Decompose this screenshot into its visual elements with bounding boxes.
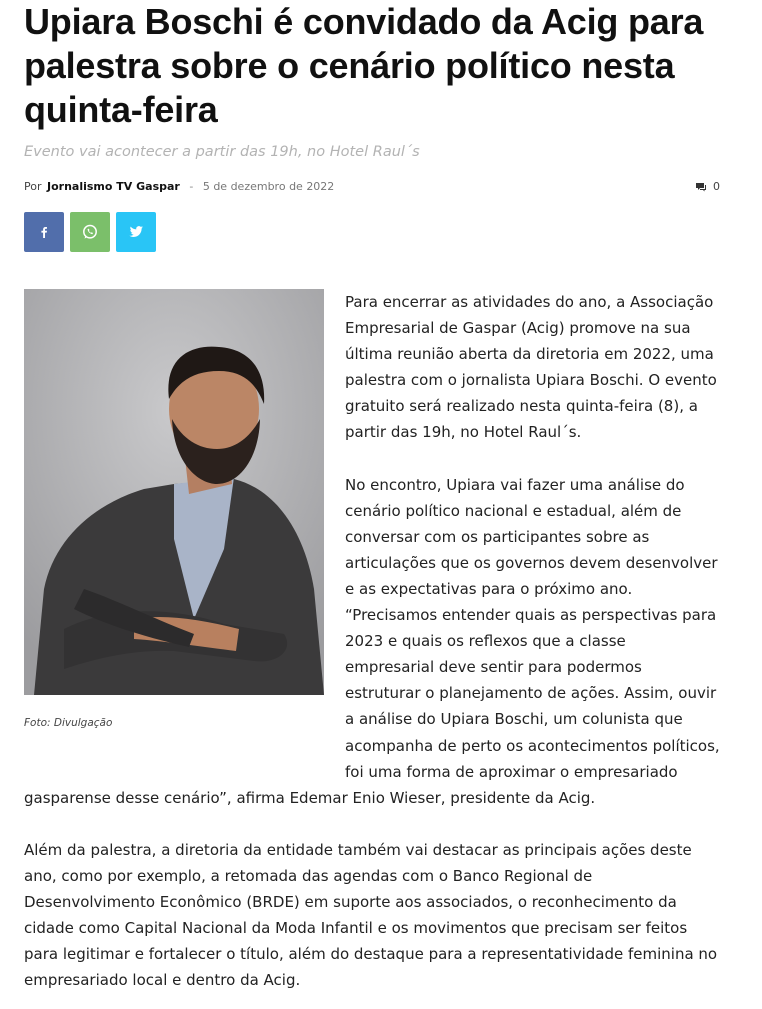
publish-date: 5 de dezembro de 2022 bbox=[202, 180, 335, 193]
paragraph-line: última reunião aberta da diretoria em 2022, uma bbox=[345, 345, 714, 363]
paragraph-line: e as expectativas para o próximo ano. bbox=[345, 580, 633, 598]
paragraph-line: cidade como Capital Nacional da Moda Infantil e os movimentos que precisam ser feitos bbox=[24, 919, 688, 937]
facebook-icon bbox=[37, 225, 51, 239]
whatsapp-icon bbox=[81, 223, 99, 241]
paragraph-line: gratuito será realizado nesta quinta-feira (8), a bbox=[345, 397, 698, 415]
paragraph-line: acompanha de perto os acontecimentos políticos, bbox=[345, 737, 720, 755]
twitter-icon bbox=[128, 225, 144, 239]
paragraph-line: “Precisamos entender quais as perspectivas para bbox=[345, 606, 717, 624]
comment-icon bbox=[695, 182, 707, 192]
article-meta bbox=[24, 180, 334, 193]
author-link[interactable]: Jornalismo TV Gaspar bbox=[47, 180, 180, 193]
paragraph-line: 2023 e quais os reflexos que a classe bbox=[345, 632, 626, 650]
byline-label: Por bbox=[24, 180, 42, 193]
paragraph-line: Desenvolvimento Econômico (BRDE) em suporte aos associados, o reconhecimento da bbox=[24, 893, 677, 911]
facebook-share-button[interactable] bbox=[24, 212, 64, 252]
paragraph-line: No encontro, Upiara vai fazer uma análise do bbox=[345, 476, 685, 494]
paragraph-line: estruturar o planejamento de ações. Assim, ouvir bbox=[345, 684, 717, 702]
whatsapp-share-button[interactable] bbox=[70, 212, 110, 252]
paragraph-line: partir das 19h, no Hotel Raul´s. bbox=[345, 423, 582, 441]
paragraph-line: Além da palestra, a diretoria da entidade também vai destacar as principais ações deste bbox=[24, 841, 692, 859]
twitter-share-button[interactable] bbox=[116, 212, 156, 252]
person-portrait-image bbox=[24, 289, 324, 695]
article-title: Upiara Boschi é convidado da Acig para palestra sobre o cenário político nesta quinta-feira bbox=[24, 1, 704, 130]
paragraph-line: para legitimar e fortalecer o título, além do destaque para a representatividade feminina no bbox=[24, 945, 718, 963]
paragraph-line: palestra com o jornalista Upiara Boschi. O evento bbox=[345, 371, 717, 389]
article-photo bbox=[24, 289, 324, 695]
paragraph-line: ano, como por exemplo, a retomada das agendas com o Banco Regional de bbox=[24, 867, 593, 885]
paragraph-line: empresarial deve sentir para podermos bbox=[345, 658, 642, 676]
paragraph-line: Para encerrar as atividades do ano, a Associação bbox=[345, 293, 714, 311]
paragraph-line: a análise do Upiara Boschi, um colunista que bbox=[345, 710, 683, 728]
paragraph-line: foi uma forma de aproximar o empresariado bbox=[345, 763, 678, 781]
paragraph-line: conversar com os participantes sobre as bbox=[345, 528, 650, 546]
paragraph-line: empresariado local e dentro da Acig. bbox=[24, 971, 301, 989]
comment-count: 0 bbox=[713, 180, 720, 193]
photo-caption: Foto: Divulgação bbox=[24, 717, 113, 729]
paragraph-line: gasparense desse cenário”, afirma Edemar Enio Wieser, presidente da Acig. bbox=[24, 789, 596, 807]
paragraph-line: Empresarial de Gaspar (Acig) promove na sua bbox=[345, 319, 691, 337]
paragraph-line: articulações que os governos devem desenvolver bbox=[345, 554, 718, 572]
comments-link[interactable] bbox=[695, 180, 720, 193]
article-subtitle: Evento vai acontecer a partir das 19h, no Hotel Raul´s bbox=[24, 144, 420, 160]
meta-separator: - bbox=[189, 180, 194, 193]
paragraph-line: cenário político nacional e estadual, além de bbox=[345, 502, 682, 520]
